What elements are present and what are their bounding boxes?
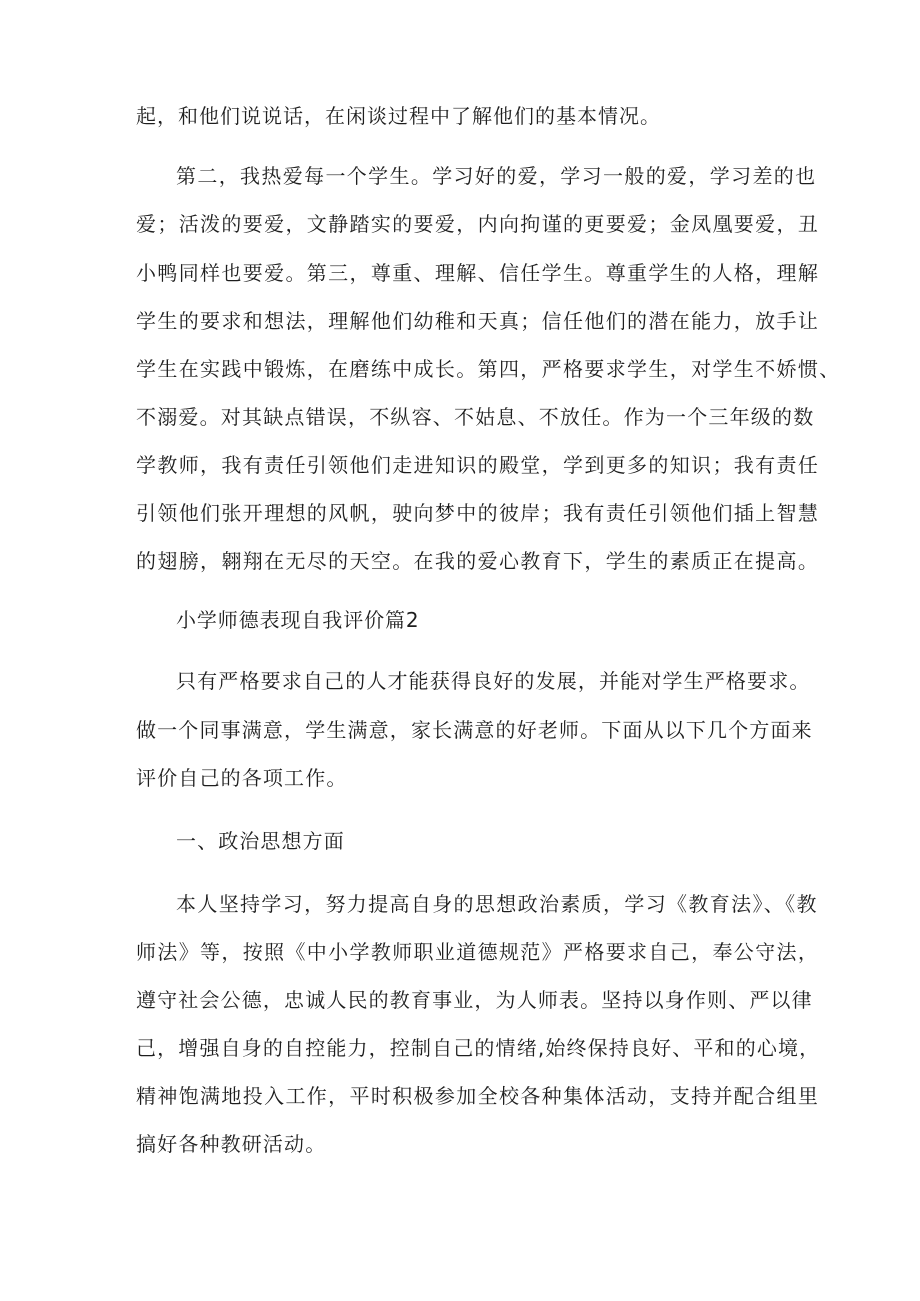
paragraph-line: 做一个同事满意，学生满意，家长满意的好老师。下面从以下几个方面来	[136, 718, 813, 742]
paragraph-line: 只有严格要求自己的人才能获得良好的发展，并能对学生严格要求。	[176, 669, 811, 693]
paragraph-line: 学教师，我有责任引领他们走进知识的殿堂，学到更多的知识；我有责任	[136, 453, 820, 477]
paragraph-line: 评价自己的各项工作。	[136, 766, 348, 790]
paragraph-line: 学生在实践中锻炼，在磨练中成长。第四，严格要求学生，对学生不娇惯、	[136, 357, 841, 381]
paragraph-line: 起，和他们说说话，在闲谈过程中了解他们的基本情况。	[136, 104, 661, 128]
paragraph-line: 不溺爱。对其缺点错误，不纵容、不姑息、不放任。作为一个三年级的数	[136, 405, 815, 429]
paragraph-line: 爱；活泼的要爱，文静踏实的要爱，内向拘谨的更要爱；金凤凰要爱，丑	[136, 212, 820, 236]
paragraph-line: 学生的要求和想法，理解他们幼稚和天真；信任他们的潜在能力，放手让	[136, 309, 820, 333]
paragraph-line: 己，增强自身的自控能力，控制自己的情绪,始终保持良好、平和的心境，	[136, 1036, 821, 1060]
paragraph-line: 小鸭同样也要爱。第三，尊重、理解、信任学生。尊重学生的人格，理解	[136, 261, 820, 285]
paragraph-line: 本人坚持学习，努力提高自身的思想政治素质，学习《教育法》、《教	[176, 892, 818, 916]
paragraph-line: 师法》等，按照《中小学教师职业道德规范》严格要求自己，奉公守法，	[136, 940, 820, 964]
section-heading: 小学师德表现自我评价篇2	[176, 608, 420, 632]
paragraph-line: 引领他们张开理想的风帆，驶向梦中的彼岸；我有责任引领他们插上智慧	[136, 501, 820, 525]
paragraph-line: 搞好各种教研活动。	[136, 1132, 327, 1156]
paragraph-line: 精神饱满地投入工作，平时积极参加全校各种集体活动，支持并配合组里	[136, 1084, 820, 1108]
paragraph-line: 的翅膀，翱翔在无尽的天空。在我的爱心教育下，学生的素质正在提高。	[136, 549, 820, 573]
paragraph-line: 遵守社会公德，忠诚人民的教育事业，为人师表。坚持以身作则、严以律	[136, 988, 813, 1012]
subsection-heading: 一、政治思想方面	[176, 829, 345, 853]
paragraph-line: 第二，我热爱每一个学生。学习好的爱，学习一般的爱，学习差的也	[176, 164, 817, 188]
